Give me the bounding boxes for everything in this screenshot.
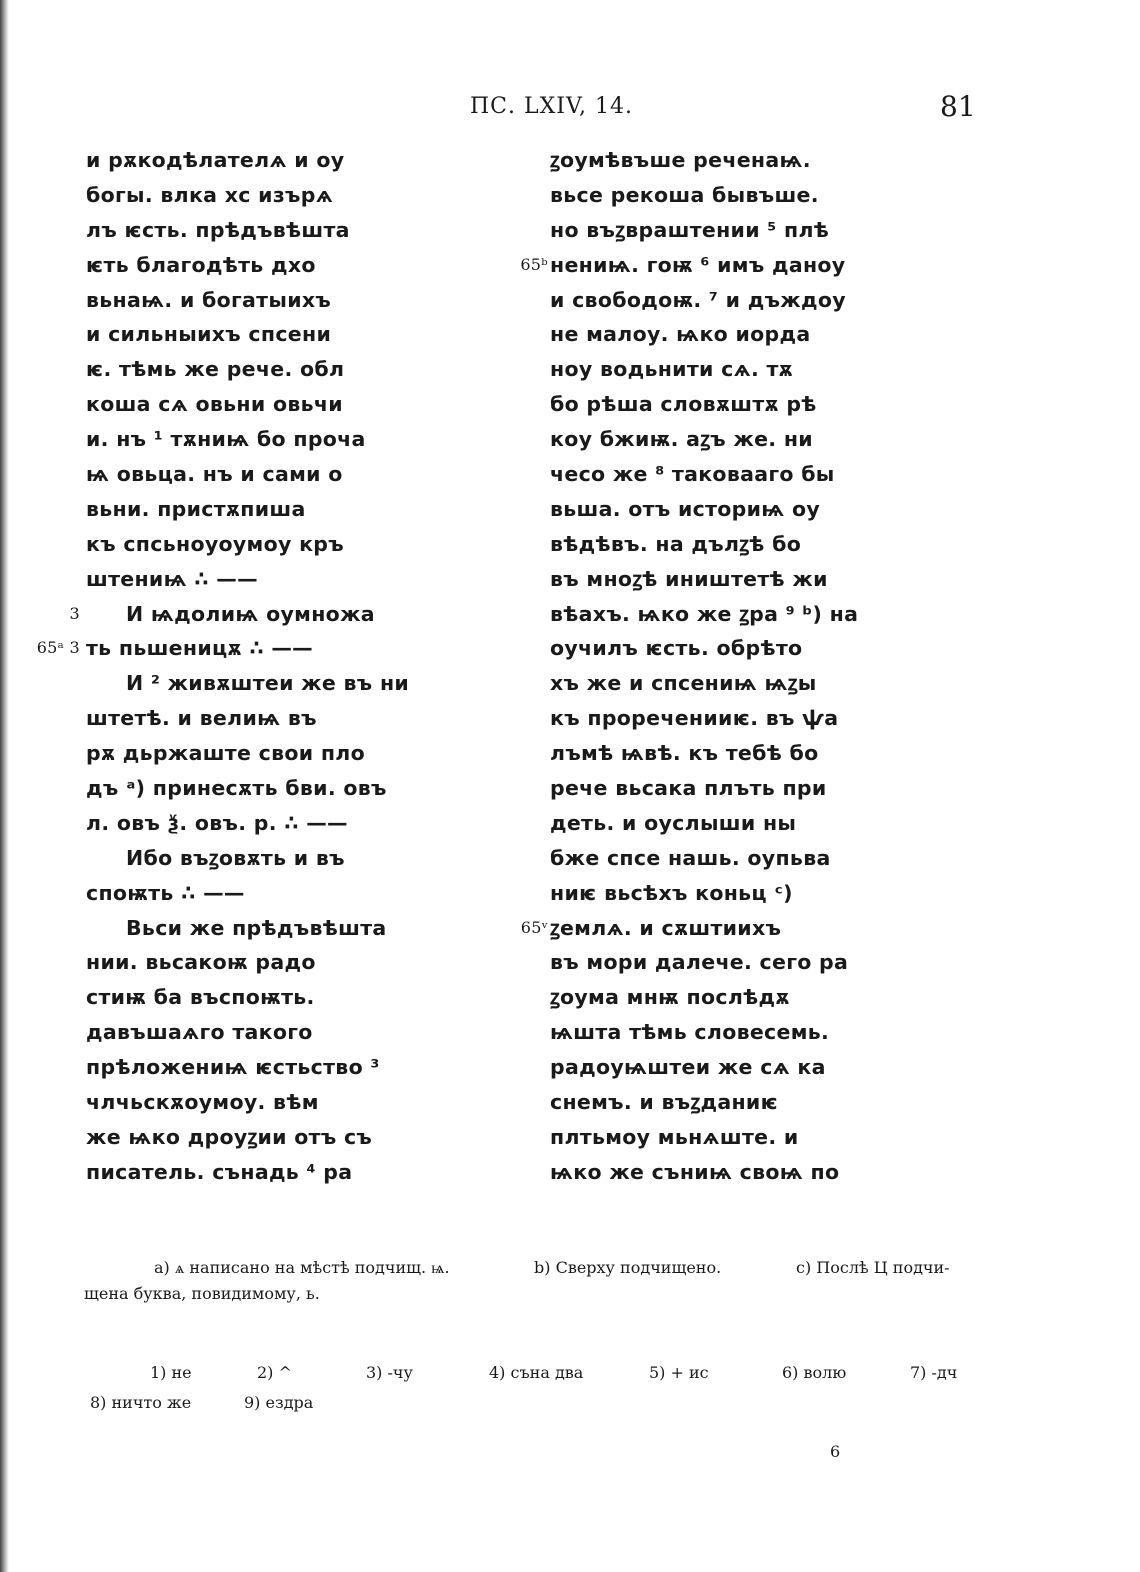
left-column-line: [86, 806, 416, 841]
line-text: ѩ овьца. нъ и сами о: [86, 462, 343, 487]
line-text: и. нъ ¹ тѫниѩ бо проча: [86, 427, 366, 452]
line-text: къ прореченииѥ. въ ѱа: [550, 706, 839, 731]
running-header: ПС. LXIV, 14.: [470, 94, 633, 119]
margin-marker: 3: [69, 603, 80, 623]
left-column-line: [86, 945, 416, 980]
left-column-line: [86, 248, 416, 283]
line-text: давъшаѧго такого: [86, 1020, 313, 1045]
line-text: л. овъ ѯ. овъ. р. ∴ ——: [86, 810, 348, 835]
line-text: лъмѣ ѩвѣ. къ тебѣ бо: [550, 741, 819, 766]
signature-mark: 6: [830, 1442, 841, 1461]
footnote-9: 9) ездра: [244, 1393, 314, 1412]
left-column-line: [86, 1015, 416, 1050]
right-column-line: [550, 701, 870, 736]
right-column-line: [550, 213, 870, 248]
line-text: ѥ. тѣмь же рече. обл: [86, 357, 345, 382]
footnote-c-continued: щена буква, повидимому, ь.: [84, 1284, 320, 1303]
right-column-line: [550, 597, 870, 632]
line-text: и свободоѭ. ⁷ и дъждоу: [550, 287, 846, 312]
line-text: нии. вьсакоѭ радо: [86, 950, 316, 975]
right-column-line: [550, 1015, 870, 1050]
left-column-line: [86, 1120, 416, 1155]
footnote-a: а) ѧ написано на мѣстѣ подчищ. ѩ.: [154, 1258, 450, 1277]
left-column-line: [86, 911, 416, 946]
left-column-line: [86, 666, 416, 701]
line-text: прѣложениѩ ѥстьство ³: [86, 1055, 380, 1080]
line-text: не малоу. ѩко иорда: [550, 322, 811, 347]
page-number: 81: [940, 90, 976, 123]
footnote-c: с) Послѣ Ц подчи-: [796, 1258, 950, 1277]
left-column-line: [86, 562, 416, 597]
line-text: въ мори далече. сего ра: [550, 950, 849, 975]
line-text: ноу водьнити сѧ. тѫ: [550, 357, 794, 382]
left-column-line: [86, 876, 416, 911]
right-column-line: [550, 1155, 870, 1190]
line-text: споѭть ∴ ——: [86, 880, 245, 905]
line-text: къ спсьноуоумоу кръ: [86, 531, 344, 556]
left-column-line: [86, 352, 416, 387]
left-column-line: [86, 1050, 416, 1085]
left-column-line: [86, 422, 416, 457]
line-text: вьни. пристѫпиша: [86, 496, 306, 521]
footnote-2: 2) ^: [257, 1363, 292, 1382]
line-text: члчьскѫоумоу. вѣм: [86, 1090, 319, 1115]
line-text: ѩшта тѣмь словесемь.: [550, 1020, 830, 1045]
left-column-line: [36, 631, 416, 666]
right-column-line: [550, 527, 870, 562]
line-text: рече вьсака плъть при: [550, 776, 827, 801]
left-text-column: [36, 143, 416, 1190]
line-text: И ѩдолиѩ оумножа: [126, 601, 375, 626]
right-column-line: [550, 178, 870, 213]
line-text: дъ ᵃ) принесѫть бви. овъ: [86, 776, 387, 801]
left-column-line: [86, 213, 416, 248]
left-column-line: [86, 283, 416, 318]
footnote-b: b) Сверху подчищено.: [534, 1258, 722, 1277]
line-text: лъ ѥсть. прѣдъвѣшта: [86, 217, 350, 242]
right-column-line: [550, 666, 870, 701]
right-column-line: [550, 876, 870, 911]
right-column-line: [520, 248, 870, 283]
margin-marker: 65ᵛ: [520, 917, 548, 937]
left-column-line: [86, 457, 416, 492]
right-column-line: [550, 387, 870, 422]
line-text: ѩко же съниѩ своѩ по: [550, 1159, 840, 1184]
right-column-line: [550, 1120, 870, 1155]
right-column-line: [550, 806, 870, 841]
line-text: радоуѩштеи же сѧ ка: [550, 1055, 826, 1080]
line-text: вьша. отъ историѩ оу: [550, 496, 821, 521]
page-edge-shadow: [0, 0, 9, 1572]
line-text: ꙁоумѣвъше реченаѩ.: [550, 148, 811, 172]
footnote-4: 4) съна два: [489, 1363, 584, 1382]
line-text: коу бжиѭ. аꙁъ же. ни: [550, 427, 813, 452]
line-text: ꙁоума мнѭ послѣдѫ: [550, 985, 790, 1010]
line-text: бже спсе нашь. оупьва: [550, 845, 831, 870]
left-column-line: [86, 771, 416, 806]
line-text: рѫ дьржаште свои пло: [86, 741, 365, 766]
lettered-footnotes: [84, 1255, 974, 1307]
line-text: и сильныихъ спсени: [86, 322, 332, 347]
right-column-line: [520, 911, 870, 946]
footnote-3: 3) -чу: [366, 1363, 413, 1382]
footnote-5: 5) + ис: [649, 1363, 709, 1382]
line-text: вьсе рекоша бывъше.: [550, 182, 819, 207]
line-text: въ мноꙁѣ иништетѣ жи: [550, 566, 828, 591]
right-column-line: [550, 492, 870, 527]
line-text: деть. и оуслыши ны: [550, 810, 797, 835]
right-column-line: [550, 736, 870, 771]
margin-marker: 65ᵃ 3: [36, 638, 80, 658]
right-column-line: [550, 422, 870, 457]
line-text: богы. влка хс изърѧ: [86, 182, 334, 207]
line-text: вѣдѣвъ. на дълꙁѣ бо: [550, 531, 802, 556]
left-column-line: [86, 387, 416, 422]
left-column-line: [86, 143, 416, 178]
footnote-1: 1) не: [150, 1363, 192, 1382]
right-column-line: [550, 980, 870, 1015]
line-text: но въꙁвраштении ⁵ плѣ: [550, 217, 830, 242]
line-text: Вьси же прѣдъвѣшта: [126, 915, 387, 940]
footnote-6: 6) волю: [782, 1363, 847, 1382]
line-text: бо рѣша словѫштѫ рѣ: [550, 392, 817, 417]
line-text: стиѭ ба въспоѭть.: [86, 985, 315, 1010]
right-column-line: [550, 771, 870, 806]
line-text: ть пьшеницѫ ∴ ——: [86, 636, 313, 661]
left-column-line: [86, 736, 416, 771]
numbered-footnotes: [84, 1358, 974, 1418]
right-column-line: [550, 631, 870, 666]
margin-marker: 65ᵇ: [520, 254, 548, 274]
left-column-line: [86, 1155, 416, 1190]
line-text: И ² живѫштеи же въ ни: [126, 671, 410, 696]
line-text: Ибо въꙁовѫть и въ: [126, 845, 345, 870]
right-column-line: [550, 352, 870, 387]
left-column-line: [86, 178, 416, 213]
left-column-line: [86, 527, 416, 562]
right-column-line: [550, 945, 870, 980]
left-column-line: [86, 980, 416, 1015]
line-text: вѣахъ. ѩко же ꙁра ⁹ ᵇ) на: [550, 601, 859, 626]
left-column-line: [86, 841, 416, 876]
line-text: хъ же и спсениѩ ѩꙁы: [550, 671, 817, 696]
right-column-line: [550, 283, 870, 318]
line-text: штетѣ. и велиѩ въ: [86, 706, 317, 731]
right-column-line: [550, 143, 870, 178]
right-column-line: [550, 457, 870, 492]
right-column-line: [550, 841, 870, 876]
line-text: штениѩ ∴ ——: [86, 566, 258, 591]
line-text: плтьмоу мьнѧште. и: [550, 1124, 799, 1149]
line-text: ѥть благодѣть дхо: [86, 252, 316, 277]
footnote-8: 8) ничто же: [90, 1393, 192, 1412]
right-text-column: [520, 143, 870, 1190]
right-column-line: [550, 317, 870, 352]
line-text: коша сѧ овьни овьчи: [86, 392, 343, 417]
line-text: ꙁемлѧ. и сѫштиихъ: [550, 915, 782, 940]
line-text: снемъ. и въꙁданиѥ: [550, 1090, 779, 1115]
line-text: же ѩко дроуꙁии отъ съ: [86, 1124, 373, 1149]
line-text: нениѩ. гоѭ ⁶ имъ даноу: [550, 252, 846, 277]
line-text: вьнаѩ. и богатыихъ: [86, 287, 332, 312]
footnote-7: 7) -дч: [910, 1363, 958, 1382]
line-text: чесо же ⁸ таковааго бы: [550, 462, 835, 487]
left-column-line: [86, 701, 416, 736]
line-text: писатель. сънадь ⁴ ра: [86, 1159, 353, 1184]
right-column-line: [550, 1085, 870, 1120]
left-column-line: [69, 597, 416, 632]
left-column-line: [86, 317, 416, 352]
left-column-line: [86, 1085, 416, 1120]
line-text: и рѫкодѣлателѧ и оу: [86, 148, 345, 172]
line-text: ниѥ вьсѣхъ коньц ᶜ): [550, 880, 793, 905]
right-column-line: [550, 562, 870, 597]
left-column-line: [86, 492, 416, 527]
line-text: оучилъ ѥсть. обрѣто: [550, 636, 803, 661]
right-column-line: [550, 1050, 870, 1085]
